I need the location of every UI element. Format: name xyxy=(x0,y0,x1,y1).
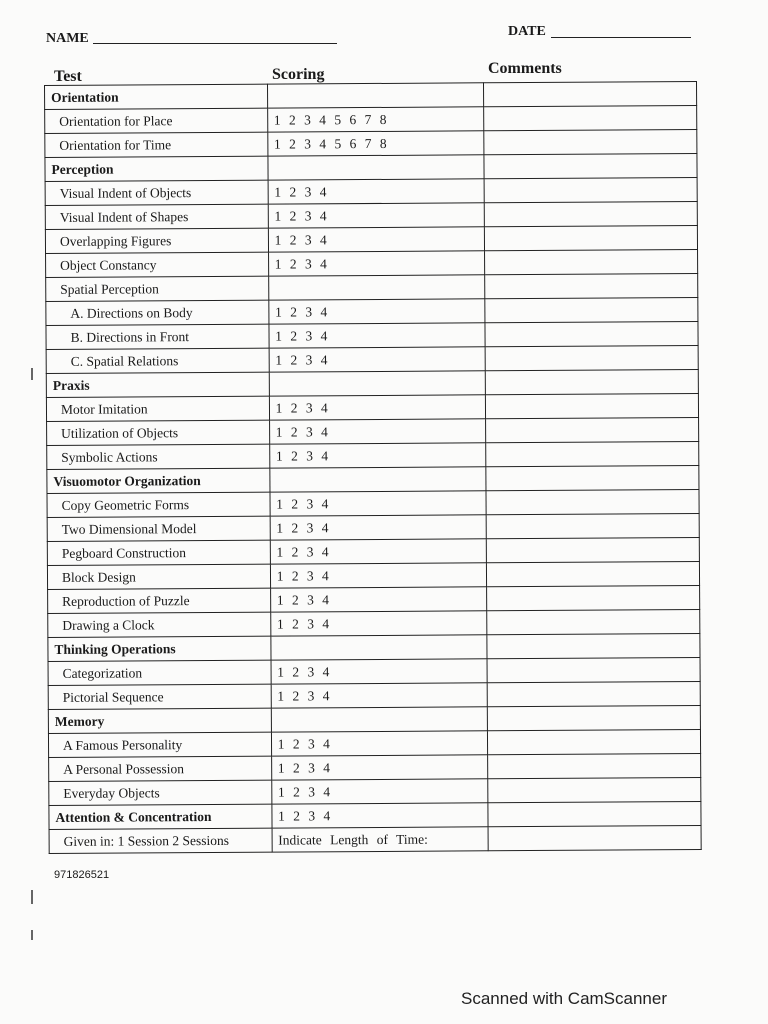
comment-cell[interactable] xyxy=(487,706,700,731)
test-name: Pictorial Sequence xyxy=(48,684,271,709)
scoring-table xyxy=(44,81,702,854)
comment-cell[interactable] xyxy=(486,466,699,491)
score-cell[interactable]: 1 2 3 4 xyxy=(271,755,487,780)
comment-cell[interactable] xyxy=(488,754,701,779)
score-cell[interactable]: 1 2 3 4 xyxy=(270,563,486,588)
score-cell[interactable]: 1 2 3 4 xyxy=(270,587,486,612)
column-header-comments: Comments xyxy=(488,60,562,77)
section-title: Praxis xyxy=(46,372,269,397)
comment-cell[interactable] xyxy=(487,682,700,707)
test-name: Overlapping Figures xyxy=(45,228,268,253)
score-cell[interactable] xyxy=(269,371,485,396)
form-code-number: 971826521 xyxy=(54,869,110,881)
comment-cell[interactable] xyxy=(484,130,697,155)
test-name: Two Dimensional Model xyxy=(47,516,270,541)
comment-cell[interactable] xyxy=(485,298,698,323)
test-name: Orientation for Place xyxy=(45,108,268,133)
score-cell[interactable]: 1 2 3 4 xyxy=(272,803,488,828)
comment-cell[interactable] xyxy=(485,346,698,371)
comment-cell[interactable] xyxy=(485,322,698,347)
test-name: Orientation for Time xyxy=(45,132,268,157)
comment-cell[interactable] xyxy=(486,538,699,563)
test-name: Everyday Objects xyxy=(49,780,272,805)
section-title: Thinking Operations xyxy=(48,636,271,661)
comment-cell[interactable] xyxy=(488,778,701,803)
score-cell[interactable]: 1 2 3 4 xyxy=(269,419,485,444)
comment-cell[interactable] xyxy=(484,106,697,131)
score-cell[interactable]: 1 2 3 4 xyxy=(268,203,484,228)
comment-cell[interactable] xyxy=(488,826,701,851)
test-name: Pegboard Construction xyxy=(47,540,270,565)
test-name: Symbolic Actions xyxy=(47,444,270,469)
comment-cell[interactable] xyxy=(486,586,699,611)
comment-cell[interactable] xyxy=(486,442,699,467)
comment-cell[interactable] xyxy=(488,802,701,827)
comment-cell[interactable] xyxy=(486,562,699,587)
test-name: Motor Imitation xyxy=(46,396,269,421)
score-cell[interactable]: 1 2 3 4 xyxy=(268,299,484,324)
section-title: Memory xyxy=(48,708,271,733)
score-cell[interactable]: 1 2 3 4 5 6 7 8 xyxy=(267,107,483,132)
score-cell[interactable]: 1 2 3 4 xyxy=(270,491,486,516)
camscanner-watermark: Scanned with CamScanner xyxy=(461,989,668,1008)
score-cell[interactable] xyxy=(271,707,487,732)
score-cell[interactable]: 1 2 3 4 xyxy=(269,323,485,348)
test-name: A. Directions on Body xyxy=(46,300,269,325)
comment-cell[interactable] xyxy=(484,250,697,275)
scan-edge-mark xyxy=(31,930,33,940)
test-name: Object Constancy xyxy=(46,252,269,277)
comment-cell[interactable] xyxy=(485,370,698,395)
test-name: Copy Geometric Forms xyxy=(47,492,270,517)
date-blank-line xyxy=(551,37,691,38)
comment-cell[interactable] xyxy=(484,202,697,227)
comment-cell[interactable] xyxy=(485,418,698,443)
score-cell[interactable]: 1 2 3 4 xyxy=(268,179,484,204)
score-cell[interactable]: 1 2 3 4 xyxy=(271,659,487,684)
test-name: Categorization xyxy=(48,660,271,685)
comment-cell[interactable] xyxy=(486,514,699,539)
score-cell[interactable]: Indicate Length of Time: xyxy=(272,827,488,852)
test-name: Visual Indent of Shapes xyxy=(45,204,268,229)
column-header-scoring: Scoring xyxy=(272,66,325,83)
score-cell[interactable]: 1 2 3 4 xyxy=(269,347,485,372)
test-name: A Personal Possession xyxy=(49,756,272,781)
comment-cell[interactable] xyxy=(487,730,700,755)
test-name: Visual Indent of Objects xyxy=(45,180,268,205)
test-name: Drawing a Clock xyxy=(48,612,271,637)
section-title: Orientation xyxy=(45,84,268,109)
test-name: Utilization of Objects xyxy=(47,420,270,445)
section-title: Perception xyxy=(45,156,268,181)
score-cell[interactable]: 1 2 3 4 xyxy=(268,227,484,252)
scoring-table-body xyxy=(45,82,702,854)
comment-cell[interactable] xyxy=(484,226,697,251)
comment-cell[interactable] xyxy=(487,634,700,659)
name-blank-line xyxy=(93,43,337,44)
date-label: DATE xyxy=(508,24,546,39)
score-cell[interactable] xyxy=(268,275,484,300)
score-cell[interactable]: 1 2 3 4 xyxy=(270,539,486,564)
test-name: C. Spatial Relations xyxy=(46,348,269,373)
score-cell[interactable]: 1 2 3 4 xyxy=(271,779,487,804)
score-cell[interactable]: 1 2 3 4 xyxy=(269,443,485,468)
table-row xyxy=(49,826,701,854)
comment-cell[interactable] xyxy=(484,154,697,179)
score-cell[interactable]: 1 2 3 4 xyxy=(270,611,486,636)
score-cell[interactable]: 1 2 3 4 xyxy=(271,731,487,756)
comment-cell[interactable] xyxy=(487,658,700,683)
comment-cell[interactable] xyxy=(486,490,699,515)
test-name: Block Design xyxy=(47,564,270,589)
score-cell[interactable] xyxy=(268,155,484,180)
test-name: A Famous Personality xyxy=(48,732,271,757)
scan-edge-mark xyxy=(31,368,33,380)
column-header-test: Test xyxy=(54,68,82,85)
name-label: NAME xyxy=(46,31,89,46)
comment-cell[interactable] xyxy=(483,82,696,107)
test-name: Given in: 1 Session 2 Sessions xyxy=(49,828,272,853)
scan-edge-mark xyxy=(31,890,33,904)
score-cell[interactable] xyxy=(267,83,483,108)
comment-cell[interactable] xyxy=(487,610,700,635)
score-cell[interactable] xyxy=(270,467,486,492)
section-title: Visuomotor Organization xyxy=(47,468,270,493)
score-cell[interactable]: 1 2 3 4 xyxy=(268,251,484,276)
test-name: B. Directions in Front xyxy=(46,324,269,349)
test-name: Attention & Concentration xyxy=(49,804,272,829)
score-cell[interactable] xyxy=(271,635,487,660)
comment-cell[interactable] xyxy=(484,178,697,203)
score-cell[interactable]: 1 2 3 4 xyxy=(269,395,485,420)
comment-cell[interactable] xyxy=(485,394,698,419)
score-cell[interactable]: 1 2 3 4 5 6 7 8 xyxy=(267,131,483,156)
score-cell[interactable]: 1 2 3 4 xyxy=(270,515,486,540)
comment-cell[interactable] xyxy=(485,274,698,299)
test-name: Spatial Perception xyxy=(46,276,269,301)
score-cell[interactable]: 1 2 3 4 xyxy=(271,683,487,708)
test-name: Reproduction of Puzzle xyxy=(48,588,271,613)
